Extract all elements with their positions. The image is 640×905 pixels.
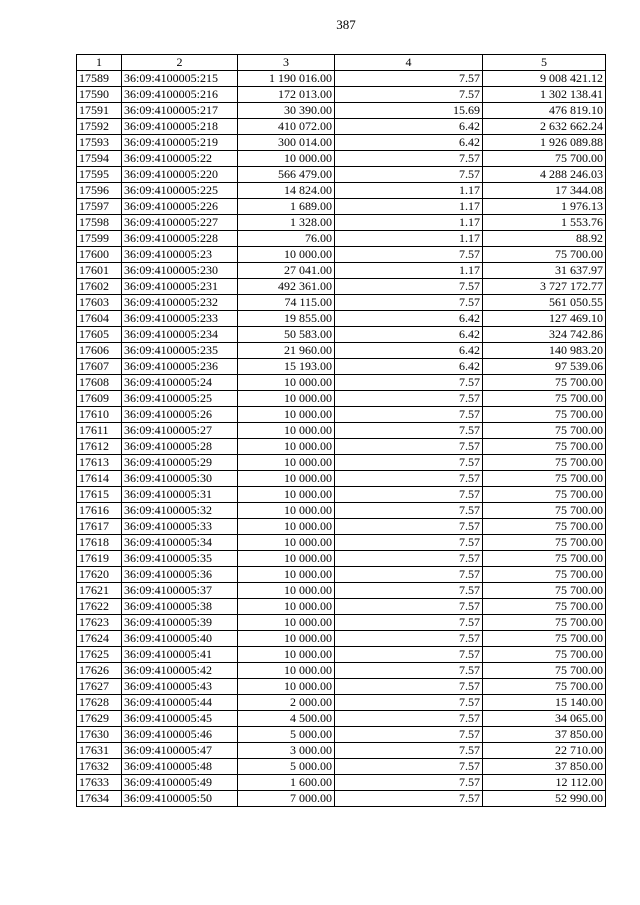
table-row	[77, 535, 606, 551]
row-number-cell: 17607	[77, 359, 122, 375]
row-number-cell: 17618	[77, 535, 122, 551]
table-row	[77, 663, 606, 679]
value-cell: 4 288 246.03	[483, 167, 606, 183]
value-cell: 37 850.00	[483, 759, 606, 775]
cadastral-number-cell: 36:09:4100005:36	[122, 567, 238, 583]
row-number-cell: 17609	[77, 391, 122, 407]
area-cell: 1 600.00	[238, 775, 335, 791]
rate-cell: 6.42	[335, 311, 483, 327]
column-header-3: 3	[238, 55, 335, 71]
row-number-cell: 17630	[77, 727, 122, 743]
row-number-cell: 17621	[77, 583, 122, 599]
area-cell: 1 190 016.00	[238, 71, 335, 87]
cadastral-number-cell: 36:09:4100005:28	[122, 439, 238, 455]
area-cell: 2 000.00	[238, 695, 335, 711]
table-header-row	[77, 55, 606, 71]
cadastral-number-cell: 36:09:4100005:215	[122, 71, 238, 87]
cadastral-number-cell: 36:09:4100005:27	[122, 423, 238, 439]
rate-cell: 7.57	[335, 535, 483, 551]
value-cell: 9 008 421.12	[483, 71, 606, 87]
value-cell: 75 700.00	[483, 583, 606, 599]
value-cell: 75 700.00	[483, 663, 606, 679]
rate-cell: 7.57	[335, 615, 483, 631]
area-cell: 10 000.00	[238, 551, 335, 567]
table-row	[77, 167, 606, 183]
table-row	[77, 407, 606, 423]
value-cell: 75 700.00	[483, 487, 606, 503]
table-row	[77, 71, 606, 87]
cadastral-number-cell: 36:09:4100005:235	[122, 343, 238, 359]
value-cell: 22 710.00	[483, 743, 606, 759]
table-row	[77, 583, 606, 599]
rate-cell: 6.42	[335, 135, 483, 151]
cadastral-number-cell: 36:09:4100005:46	[122, 727, 238, 743]
cadastral-number-cell: 36:09:4100005:39	[122, 615, 238, 631]
row-number-cell: 17590	[77, 87, 122, 103]
column-header-5: 5	[483, 55, 606, 71]
area-cell: 10 000.00	[238, 487, 335, 503]
row-number-cell: 17619	[77, 551, 122, 567]
value-cell: 1 553.76	[483, 215, 606, 231]
value-cell: 127 469.10	[483, 311, 606, 327]
area-cell: 76.00	[238, 231, 335, 247]
rate-cell: 7.57	[335, 775, 483, 791]
rate-cell: 7.57	[335, 71, 483, 87]
rate-cell: 7.57	[335, 375, 483, 391]
value-cell: 75 700.00	[483, 567, 606, 583]
value-cell: 3 727 172.77	[483, 279, 606, 295]
area-cell: 172 013.00	[238, 87, 335, 103]
rate-cell: 7.57	[335, 727, 483, 743]
value-cell: 75 700.00	[483, 615, 606, 631]
area-cell: 10 000.00	[238, 663, 335, 679]
area-cell: 19 855.00	[238, 311, 335, 327]
row-number-cell: 17615	[77, 487, 122, 503]
rate-cell: 6.42	[335, 327, 483, 343]
row-number-cell: 17597	[77, 199, 122, 215]
row-number-cell: 17604	[77, 311, 122, 327]
rate-cell: 7.57	[335, 695, 483, 711]
area-cell: 300 014.00	[238, 135, 335, 151]
value-cell: 34 065.00	[483, 711, 606, 727]
table-row	[77, 743, 606, 759]
value-cell: 75 700.00	[483, 599, 606, 615]
cadastral-number-cell: 36:09:4100005:234	[122, 327, 238, 343]
cadastral-number-cell: 36:09:4100005:228	[122, 231, 238, 247]
row-number-cell: 17612	[77, 439, 122, 455]
row-number-cell: 17633	[77, 775, 122, 791]
value-cell: 75 700.00	[483, 647, 606, 663]
area-cell: 10 000.00	[238, 599, 335, 615]
area-cell: 10 000.00	[238, 679, 335, 695]
row-number-cell: 17624	[77, 631, 122, 647]
value-cell: 75 700.00	[483, 151, 606, 167]
rate-cell: 1.17	[335, 183, 483, 199]
area-cell: 10 000.00	[238, 535, 335, 551]
cadastral-number-cell: 36:09:4100005:49	[122, 775, 238, 791]
value-cell: 75 700.00	[483, 391, 606, 407]
table-row	[77, 679, 606, 695]
row-number-cell: 17631	[77, 743, 122, 759]
row-number-cell: 17601	[77, 263, 122, 279]
rate-cell: 7.57	[335, 711, 483, 727]
cadastral-number-cell: 36:09:4100005:23	[122, 247, 238, 263]
value-cell: 75 700.00	[483, 247, 606, 263]
row-number-cell: 17614	[77, 471, 122, 487]
area-cell: 10 000.00	[238, 519, 335, 535]
table-row	[77, 391, 606, 407]
row-number-cell: 17591	[77, 103, 122, 119]
rate-cell: 7.57	[335, 247, 483, 263]
value-cell: 2 632 662.24	[483, 119, 606, 135]
area-cell: 410 072.00	[238, 119, 335, 135]
cadastral-number-cell: 36:09:4100005:45	[122, 711, 238, 727]
table-row	[77, 87, 606, 103]
value-cell: 75 700.00	[483, 455, 606, 471]
cadastral-number-cell: 36:09:4100005:42	[122, 663, 238, 679]
area-cell: 566 479.00	[238, 167, 335, 183]
area-cell: 10 000.00	[238, 423, 335, 439]
cadastral-number-cell: 36:09:4100005:230	[122, 263, 238, 279]
value-cell: 37 850.00	[483, 727, 606, 743]
table-row	[77, 375, 606, 391]
rate-cell: 7.57	[335, 647, 483, 663]
row-number-cell: 17620	[77, 567, 122, 583]
table-row	[77, 327, 606, 343]
row-number-cell: 17616	[77, 503, 122, 519]
row-number-cell: 17600	[77, 247, 122, 263]
area-cell: 10 000.00	[238, 375, 335, 391]
area-cell: 10 000.00	[238, 583, 335, 599]
column-header-2: 2	[122, 55, 238, 71]
area-cell: 10 000.00	[238, 631, 335, 647]
rate-cell: 7.57	[335, 423, 483, 439]
rate-cell: 7.57	[335, 503, 483, 519]
row-number-cell: 17629	[77, 711, 122, 727]
cadastral-number-cell: 36:09:4100005:25	[122, 391, 238, 407]
area-cell: 30 390.00	[238, 103, 335, 119]
page-number: 387	[336, 17, 356, 32]
table-row	[77, 727, 606, 743]
table-row	[77, 231, 606, 247]
row-number-cell: 17632	[77, 759, 122, 775]
area-cell: 27 041.00	[238, 263, 335, 279]
cadastral-number-cell: 36:09:4100005:48	[122, 759, 238, 775]
row-number-cell: 17634	[77, 791, 122, 807]
cadastral-number-cell: 36:09:4100005:231	[122, 279, 238, 295]
area-cell: 10 000.00	[238, 455, 335, 471]
table-row	[77, 151, 606, 167]
value-cell: 75 700.00	[483, 551, 606, 567]
table-row	[77, 599, 606, 615]
value-cell: 1 976.13	[483, 199, 606, 215]
cadastral-number-cell: 36:09:4100005:35	[122, 551, 238, 567]
cadastral-number-cell: 36:09:4100005:32	[122, 503, 238, 519]
area-cell: 10 000.00	[238, 439, 335, 455]
cadastral-number-cell: 36:09:4100005:227	[122, 215, 238, 231]
area-cell: 74 115.00	[238, 295, 335, 311]
table-row	[77, 359, 606, 375]
rate-cell: 6.42	[335, 359, 483, 375]
cadastral-number-cell: 36:09:4100005:34	[122, 535, 238, 551]
table-row	[77, 487, 606, 503]
row-number-cell: 17605	[77, 327, 122, 343]
table-row	[77, 615, 606, 631]
table-row	[77, 439, 606, 455]
area-cell: 7 000.00	[238, 791, 335, 807]
cadastral-number-cell: 36:09:4100005:40	[122, 631, 238, 647]
rate-cell: 1.17	[335, 199, 483, 215]
cadastral-number-cell: 36:09:4100005:225	[122, 183, 238, 199]
rate-cell: 1.17	[335, 215, 483, 231]
row-number-cell: 17617	[77, 519, 122, 535]
cadastral-number-cell: 36:09:4100005:29	[122, 455, 238, 471]
cadastral-number-cell: 36:09:4100005:43	[122, 679, 238, 695]
table-row	[77, 567, 606, 583]
cadastral-number-cell: 36:09:4100005:236	[122, 359, 238, 375]
rate-cell: 7.57	[335, 631, 483, 647]
area-cell: 21 960.00	[238, 343, 335, 359]
row-number-cell: 17625	[77, 647, 122, 663]
cadastral-number-cell: 36:09:4100005:31	[122, 487, 238, 503]
value-cell: 97 539.06	[483, 359, 606, 375]
cadastral-number-cell: 36:09:4100005:219	[122, 135, 238, 151]
rate-cell: 7.57	[335, 519, 483, 535]
area-cell: 10 000.00	[238, 567, 335, 583]
table-row	[77, 647, 606, 663]
area-cell: 3 000.00	[238, 743, 335, 759]
table-row	[77, 199, 606, 215]
area-cell: 15 193.00	[238, 359, 335, 375]
rate-cell: 15.69	[335, 103, 483, 119]
area-cell: 10 000.00	[238, 391, 335, 407]
rate-cell: 7.57	[335, 759, 483, 775]
rate-cell: 7.57	[335, 87, 483, 103]
rate-cell: 7.57	[335, 279, 483, 295]
area-cell: 1 689.00	[238, 199, 335, 215]
area-cell: 10 000.00	[238, 647, 335, 663]
cadastral-number-cell: 36:09:4100005:217	[122, 103, 238, 119]
table-row	[77, 423, 606, 439]
area-cell: 1 328.00	[238, 215, 335, 231]
row-number-cell: 17628	[77, 695, 122, 711]
value-cell: 15 140.00	[483, 695, 606, 711]
table-row	[77, 711, 606, 727]
table-row	[77, 455, 606, 471]
value-cell: 1 926 089.88	[483, 135, 606, 151]
area-cell: 10 000.00	[238, 615, 335, 631]
row-number-cell: 17608	[77, 375, 122, 391]
area-cell: 10 000.00	[238, 151, 335, 167]
table-row	[77, 103, 606, 119]
value-cell: 75 700.00	[483, 407, 606, 423]
cadastral-number-cell: 36:09:4100005:47	[122, 743, 238, 759]
rate-cell: 7.57	[335, 583, 483, 599]
rate-cell: 7.57	[335, 391, 483, 407]
rate-cell: 7.57	[335, 599, 483, 615]
cadastral-number-cell: 36:09:4100005:232	[122, 295, 238, 311]
column-header-1: 1	[77, 55, 122, 71]
cadastral-number-cell: 36:09:4100005:50	[122, 791, 238, 807]
row-number-cell: 17627	[77, 679, 122, 695]
table-row	[77, 311, 606, 327]
cadastral-number-cell: 36:09:4100005:24	[122, 375, 238, 391]
table-row	[77, 791, 606, 807]
area-cell: 5 000.00	[238, 727, 335, 743]
rate-cell: 7.57	[335, 679, 483, 695]
value-cell: 476 819.10	[483, 103, 606, 119]
value-cell: 75 700.00	[483, 519, 606, 535]
rate-cell: 7.57	[335, 151, 483, 167]
value-cell: 17 344.08	[483, 183, 606, 199]
rate-cell: 7.57	[335, 167, 483, 183]
rate-cell: 7.57	[335, 663, 483, 679]
value-cell: 140 983.20	[483, 343, 606, 359]
rate-cell: 7.57	[335, 487, 483, 503]
row-number-cell: 17626	[77, 663, 122, 679]
table-row	[77, 471, 606, 487]
row-number-cell: 17592	[77, 119, 122, 135]
value-cell: 12 112.00	[483, 775, 606, 791]
row-number-cell: 17599	[77, 231, 122, 247]
row-number-cell: 17611	[77, 423, 122, 439]
area-cell: 10 000.00	[238, 247, 335, 263]
cadastral-number-cell: 36:09:4100005:37	[122, 583, 238, 599]
cadastral-number-cell: 36:09:4100005:216	[122, 87, 238, 103]
value-cell: 75 700.00	[483, 375, 606, 391]
rate-cell: 7.57	[335, 791, 483, 807]
row-number-cell: 17606	[77, 343, 122, 359]
value-cell: 75 700.00	[483, 471, 606, 487]
area-cell: 10 000.00	[238, 471, 335, 487]
cadastral-number-cell: 36:09:4100005:218	[122, 119, 238, 135]
table-row	[77, 263, 606, 279]
value-cell: 75 700.00	[483, 503, 606, 519]
area-cell: 4 500.00	[238, 711, 335, 727]
cadastral-number-cell: 36:09:4100005:220	[122, 167, 238, 183]
cadastral-number-cell: 36:09:4100005:44	[122, 695, 238, 711]
table-row	[77, 215, 606, 231]
table-row	[77, 135, 606, 151]
table-row	[77, 503, 606, 519]
area-cell: 492 361.00	[238, 279, 335, 295]
table-row	[77, 775, 606, 791]
cadastral-number-cell: 36:09:4100005:33	[122, 519, 238, 535]
table-row	[77, 343, 606, 359]
value-cell: 561 050.55	[483, 295, 606, 311]
rate-cell: 7.57	[335, 295, 483, 311]
value-cell: 75 700.00	[483, 631, 606, 647]
cadastral-number-cell: 36:09:4100005:38	[122, 599, 238, 615]
row-number-cell: 17610	[77, 407, 122, 423]
value-cell: 31 637.97	[483, 263, 606, 279]
table-row	[77, 759, 606, 775]
table-row	[77, 183, 606, 199]
cadastral-number-cell: 36:09:4100005:226	[122, 199, 238, 215]
table-body	[77, 71, 606, 807]
area-cell: 10 000.00	[238, 503, 335, 519]
value-cell: 75 700.00	[483, 535, 606, 551]
row-number-cell: 17598	[77, 215, 122, 231]
table-row	[77, 551, 606, 567]
area-cell: 10 000.00	[238, 407, 335, 423]
area-cell: 5 000.00	[238, 759, 335, 775]
cadastral-number-cell: 36:09:4100005:30	[122, 471, 238, 487]
rate-cell: 6.42	[335, 343, 483, 359]
table-row	[77, 247, 606, 263]
value-cell: 324 742.86	[483, 327, 606, 343]
column-header-4: 4	[335, 55, 483, 71]
row-number-cell: 17596	[77, 183, 122, 199]
value-cell: 75 700.00	[483, 679, 606, 695]
table-row	[77, 119, 606, 135]
table-row	[77, 519, 606, 535]
row-number-cell: 17594	[77, 151, 122, 167]
row-number-cell: 17589	[77, 71, 122, 87]
rate-cell: 7.57	[335, 439, 483, 455]
area-cell: 14 824.00	[238, 183, 335, 199]
table-row	[77, 295, 606, 311]
row-number-cell: 17622	[77, 599, 122, 615]
cadastral-number-cell: 36:09:4100005:26	[122, 407, 238, 423]
rate-cell: 7.57	[335, 743, 483, 759]
row-number-cell: 17595	[77, 167, 122, 183]
table-row	[77, 695, 606, 711]
cadastral-number-cell: 36:09:4100005:22	[122, 151, 238, 167]
area-cell: 50 583.00	[238, 327, 335, 343]
value-cell: 52 990.00	[483, 791, 606, 807]
rate-cell: 1.17	[335, 231, 483, 247]
rate-cell: 7.57	[335, 567, 483, 583]
value-cell: 75 700.00	[483, 439, 606, 455]
rate-cell: 7.57	[335, 471, 483, 487]
value-cell: 1 302 138.41	[483, 87, 606, 103]
cadastral-number-cell: 36:09:4100005:41	[122, 647, 238, 663]
row-number-cell: 17593	[77, 135, 122, 151]
rate-cell: 6.42	[335, 119, 483, 135]
rate-cell: 7.57	[335, 551, 483, 567]
cadastral-number-cell: 36:09:4100005:233	[122, 311, 238, 327]
row-number-cell: 17623	[77, 615, 122, 631]
row-number-cell: 17613	[77, 455, 122, 471]
table-row	[77, 631, 606, 647]
rate-cell: 1.17	[335, 263, 483, 279]
value-cell: 88.92	[483, 231, 606, 247]
rate-cell: 7.57	[335, 455, 483, 471]
row-number-cell: 17602	[77, 279, 122, 295]
rate-cell: 7.57	[335, 407, 483, 423]
cadastral-table	[76, 54, 606, 807]
value-cell: 75 700.00	[483, 423, 606, 439]
table-row	[77, 279, 606, 295]
row-number-cell: 17603	[77, 295, 122, 311]
